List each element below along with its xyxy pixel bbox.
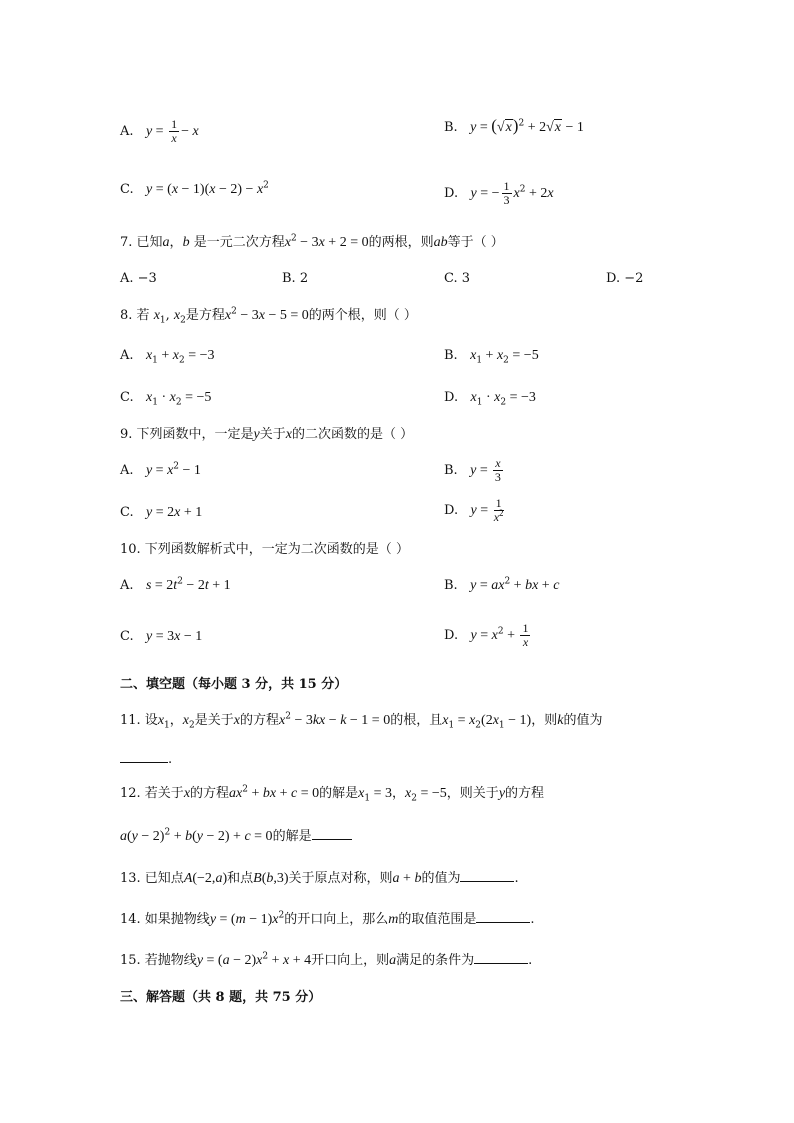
q10-stem: 10. 下列函数解析式中，一定为二次函数的是（ ） bbox=[120, 542, 409, 557]
fraction: $\frac{1}{x^2}$ bbox=[493, 496, 504, 524]
answer-blank[interactable] bbox=[120, 750, 168, 763]
q12-stem: 12. 若关于x的方程$ax^2$ + bx + c = 0的解是$x_1 = 3$，$x_2 = -5$，则关于y的方程 bbox=[120, 784, 545, 804]
q10-option-a: A. $s = 2t^2 - 2t + 1$ bbox=[120, 576, 231, 593]
q8-option-a: A. $x_1 + x_2 = -3$ bbox=[120, 348, 215, 366]
fraction: $\frac{x}{3}$ bbox=[494, 456, 501, 484]
q6-option-d: D. y = − $\frac{1}{3}$ $x^2 + 2x$ bbox=[444, 179, 554, 207]
q6-option-a-formula: y bbox=[145, 124, 153, 139]
section-2-heading: 二、填空题（每小题 3 分，共 15 分） bbox=[120, 677, 348, 692]
answer-blank[interactable] bbox=[312, 827, 352, 840]
q11-stem: 11. 设$x_1$，$x_2$是关于x的方程$x^2 - 3kx - k - 1 = 0$的根，且$x_1 = x_2(2x_1 - 1)$，则k的值为 bbox=[120, 711, 603, 731]
q8-option-c: C. $x_1 \cdot x_2 = -5$ bbox=[120, 390, 212, 408]
q9-option-b: B. y = $\frac{x}{3}$ bbox=[444, 456, 501, 484]
q15-stem: 15. 若抛物线$y = (a - 2)x^2 + x + 4$开口向上，则a满足的条件为 . bbox=[120, 951, 533, 968]
q12-equation-line: $a(y - 2)^2 + b(y - 2) + c = 0$的解是 bbox=[120, 827, 352, 845]
q9-option-c: C. y = 2x + 1 bbox=[120, 505, 203, 520]
q9-option-a: A. $y = x^2 - 1$ bbox=[120, 461, 201, 478]
q13-stem: 13. 已知点A(−2,a)和点B(b,3)关于原点对称，则a + b的值为 . bbox=[120, 871, 519, 886]
q7-option-c: C. 3 bbox=[444, 271, 471, 286]
q8-option-b: B. $x_1 + x_2 = -5$ bbox=[444, 348, 539, 366]
answer-blank[interactable] bbox=[460, 869, 514, 882]
q7-option-d: D. −2 bbox=[606, 271, 644, 286]
q9-stem: 9. 下列函数中，一定是y关于x的二次函数的是（ ） bbox=[120, 427, 414, 442]
q7-option-b: B. 2 bbox=[282, 271, 309, 286]
fraction: $\frac{1}{x}$ bbox=[522, 621, 529, 649]
q9-option-d: D. y = $\frac{1}{x^2}$ bbox=[444, 496, 504, 524]
q8-stem: 8. 若 $x_1$, $x_2$是方程$x^2 - 3x - 5 = 0$的两个根，则（ ） bbox=[120, 306, 417, 326]
fraction: $\frac{1}{x}$ bbox=[171, 117, 178, 145]
answer-blank[interactable] bbox=[476, 910, 530, 923]
answer-blank[interactable] bbox=[474, 951, 528, 964]
q10-option-c: C. y = 3x − 1 bbox=[120, 629, 203, 644]
q11-answer-line[interactable]: . bbox=[120, 750, 172, 768]
q7-option-a: A. −3 bbox=[120, 271, 157, 286]
q7-stem: 7. 已知a，b 是一元二次方程$x^2 - 3x + 2 = 0$的两根，则ab等于（ ） bbox=[120, 233, 504, 250]
q6-option-a: A. y = $\frac{1}{x}$ − x bbox=[120, 117, 199, 145]
section-3-heading: 三、解答题（共 8 题，共 75 分） bbox=[120, 990, 322, 1005]
fraction: $\frac{1}{3}$ bbox=[503, 179, 510, 207]
q6-option-b: B. $y = (√x)^2 + 2√x - 1$ bbox=[444, 116, 584, 135]
q14-stem: 14. 如果抛物线$y = (m - 1)x^2$的开口向上，那么m的取值范围是 . bbox=[120, 910, 535, 927]
q10-option-d: D. $y = x^2$ + $\frac{1}{x}$ bbox=[444, 621, 529, 649]
q6-option-c: C. $y = (x - 1)(x - 2) - x^2$ bbox=[120, 180, 269, 197]
q8-option-d: D. $x_1 \cdot x_2 = -3$ bbox=[444, 390, 536, 408]
q10-option-b: B. $y = ax^2$ + bx + c bbox=[444, 576, 560, 593]
